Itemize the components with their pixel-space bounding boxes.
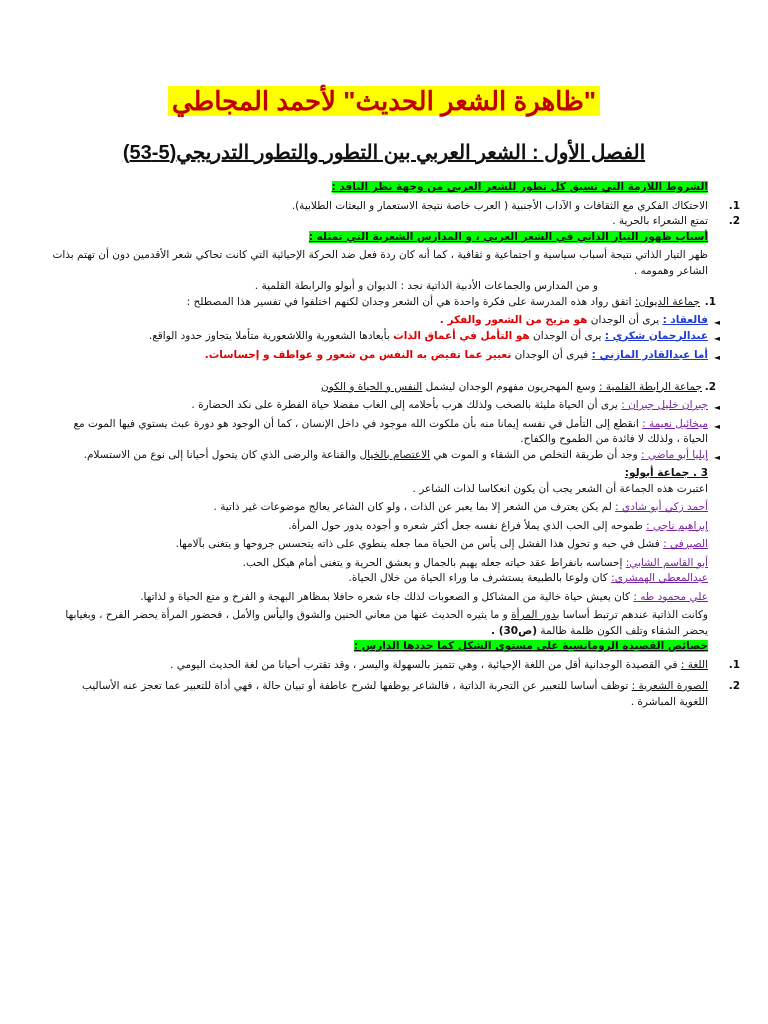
section-heading-features: خصائص القصيدة الرومانسية على مستوى الشكل كما حددها الدارس : [353, 640, 708, 652]
bullet-icon: ◄ [713, 421, 720, 431]
rabita-paragraph: 2. جماعة الرابطة القلمية : وسع المهجريون مفهوم الوجدان ليشمل النفس و الحياة و الكون [320, 380, 716, 393]
document-title: "ظاهرة الشعر الحديث" لأحمد المجاطي [0, 86, 768, 117]
apollo-heading: 3 . جماعة أبولو: [624, 467, 708, 479]
chapter-heading: الفصل الأول : الشعر العربي بين التطور والتطور التدريجي(5-53) [122, 142, 646, 164]
diwan-paragraph: 1. جماعة الديوان: اتفق رواد هذه المدرسة على فكرة واحدة هي أن الشعر وجدان لكنهم اختلفوا في تفسير هذا المصطلح : [186, 295, 716, 308]
list-item: ◄ عبدالرحمان شكري : يرى أن الوجدان هو التأمل في أعماق الذات بأبعادها الشعورية واللاشعورية متأملا يتجاوز حدود الواقع. [52, 329, 708, 345]
paragraph: ظهر التيار الذاتي نتيجة أسباب سياسية و اجتماعية و ثقافية ، كما أنه كان ردة فعل ضد الحركة الإحيائية التي كانت تحاكي شعر الأقدمين دون أن تهتم بذات الشاعر وهمومه . [52, 249, 708, 277]
list-item: إبراهيم ناجي : طموحه إلى الحب الذي يملأ فراغ نفسه جعل أكثر شعره و أجوده يدور حول المرأة. [288, 519, 708, 532]
bullet-icon: ◄ [713, 333, 720, 343]
bullet-icon: ◄ [713, 403, 720, 412]
list-item: ◄ ميخائيل نعيمة : انقطع إلى التأمل في نفسه إيمانا منه بأن ملكوت الله موجود في داخل الإنسان ، كما أن الوجود هو دورة عبث يستوي فيها الموت مع الحياة ، ولذلك لا فائدة من الطموح والكفاح. [73, 417, 720, 445]
bullet-icon: ◄ [713, 452, 720, 462]
list-item: ◄ إيليا أبو ماضي : وجد أن طريقة التخلص من الشقاء و الموت هي الاعتصام بالخيال والقناعة والرضى الذي كان يتحول أحيانا إلى نوع من الاستسلام. [52, 448, 708, 464]
document-body [52, 180, 740, 710]
bullet-icon: ◄ [713, 353, 720, 362]
paragraph: اعتبرت هذه الجماعة أن الشعر يجب أن يكون انعكاسا لذات الشاعر . [412, 482, 708, 495]
list-item: ◄ جبران خليل جبران : يرى أن الحياة مليئة بالصخب ولذلك هرب بأحلامه إلى الغاب مفضلا حياة الفطرة على نكد الحضارة . [52, 398, 708, 414]
list-item: علي محمود طه : كان يعيش حياة خالية من المشاكل و الصعوبات لذلك جاء شعره حافلا بمظاهر البهجة و الفرح و متع الحياة و لذاتها. [140, 590, 708, 603]
section-heading-conditions: الشروط اللازمة التي تسبق كل تطور للشعر العربي من وجهة نظر الناقد : [331, 181, 708, 193]
list-item: ◄ فالعقاد : يرى أن الوجدان هو مزيج من الشعور والفكر . [52, 313, 708, 329]
list-item: ◄ أما عبدالقادر المازني : فيرى أن الوجدان تعبير عما تفيض به النفس من شعور و عواطف و إحساسات. [52, 348, 708, 364]
paragraph: و من المدارس والجماعات الأدبية الذاتية نجد : الديوان و أبولو والرابطة القلمية . [254, 280, 598, 292]
section-heading-causes: أسباب ظهور التيار الذاتي في الشعر العربي ، و المدارس الشعرية التي تمثله : [308, 230, 708, 243]
list-item: 2. تمتع الشعراء بالحرية . [612, 215, 740, 227]
list-item: عبدالمعطي الهمشري: كان ولوعا بالطبيعة يستشرف ما وراء الحياة من خلال الحياة. [348, 572, 708, 584]
list-item: أبو القاسم الشابي: إحساسه بانفراط عقد حياته جعله يهيم بالجمال و يعشق الحرية و يتغنى أمام هيكل الحب. [242, 556, 708, 569]
list-item: 1. الاحتكاك الفكري مع الثقافات و الآداب الأجنبية ( العرب خاصة نتيجة الاستعمار و البعثات الطلابية). [291, 199, 740, 212]
list-item: الصيرفي : فشل في حبه و تحول هذا الفشل إلى يأس من الحياة مما جعله ينطوي على ذاته يتحسس جروحها و يتغنى بآلامها. [175, 538, 708, 550]
list-item: 1. اللغة : في القصيدة الوجدانية أقل من اللغة الإحيائية ، وهي تتميز بالسهولة واليسر ، وقد تقترب أحيانا من لغة الحديث اليومي . [170, 658, 740, 671]
bullet-icon: ◄ [713, 318, 720, 327]
list-item: 2. الصورة الشعرية : توظف أساسا للتعبير عن التجربة الذاتية ، فالشاعر يوظفها لشرح عاطفة أو تبيان حالة ، فهي أداة للتعبير عما تعجز عنه الأساليب اللغوية المباشرة . [81, 680, 740, 708]
paragraph: وكانت الذاتية عندهم ترتبط أساسا بدور المرأة و ما يثيره الحديث عنها من معاني الحنين والشوق واليأس والأمل ، فحضور المرأة يحضر الفرح ، وبغيابها يحضر الشقاء وتلف الكون ظلمة ظالمة (ص30) . [65, 609, 708, 637]
list-item: أحمد زكي أبو شادي : لم يكن يعترف من الشعر إلا بما يعبر عن الذات ، ولو كان الشاعر يعالج موضوعات غير ذاتية . [213, 501, 708, 513]
